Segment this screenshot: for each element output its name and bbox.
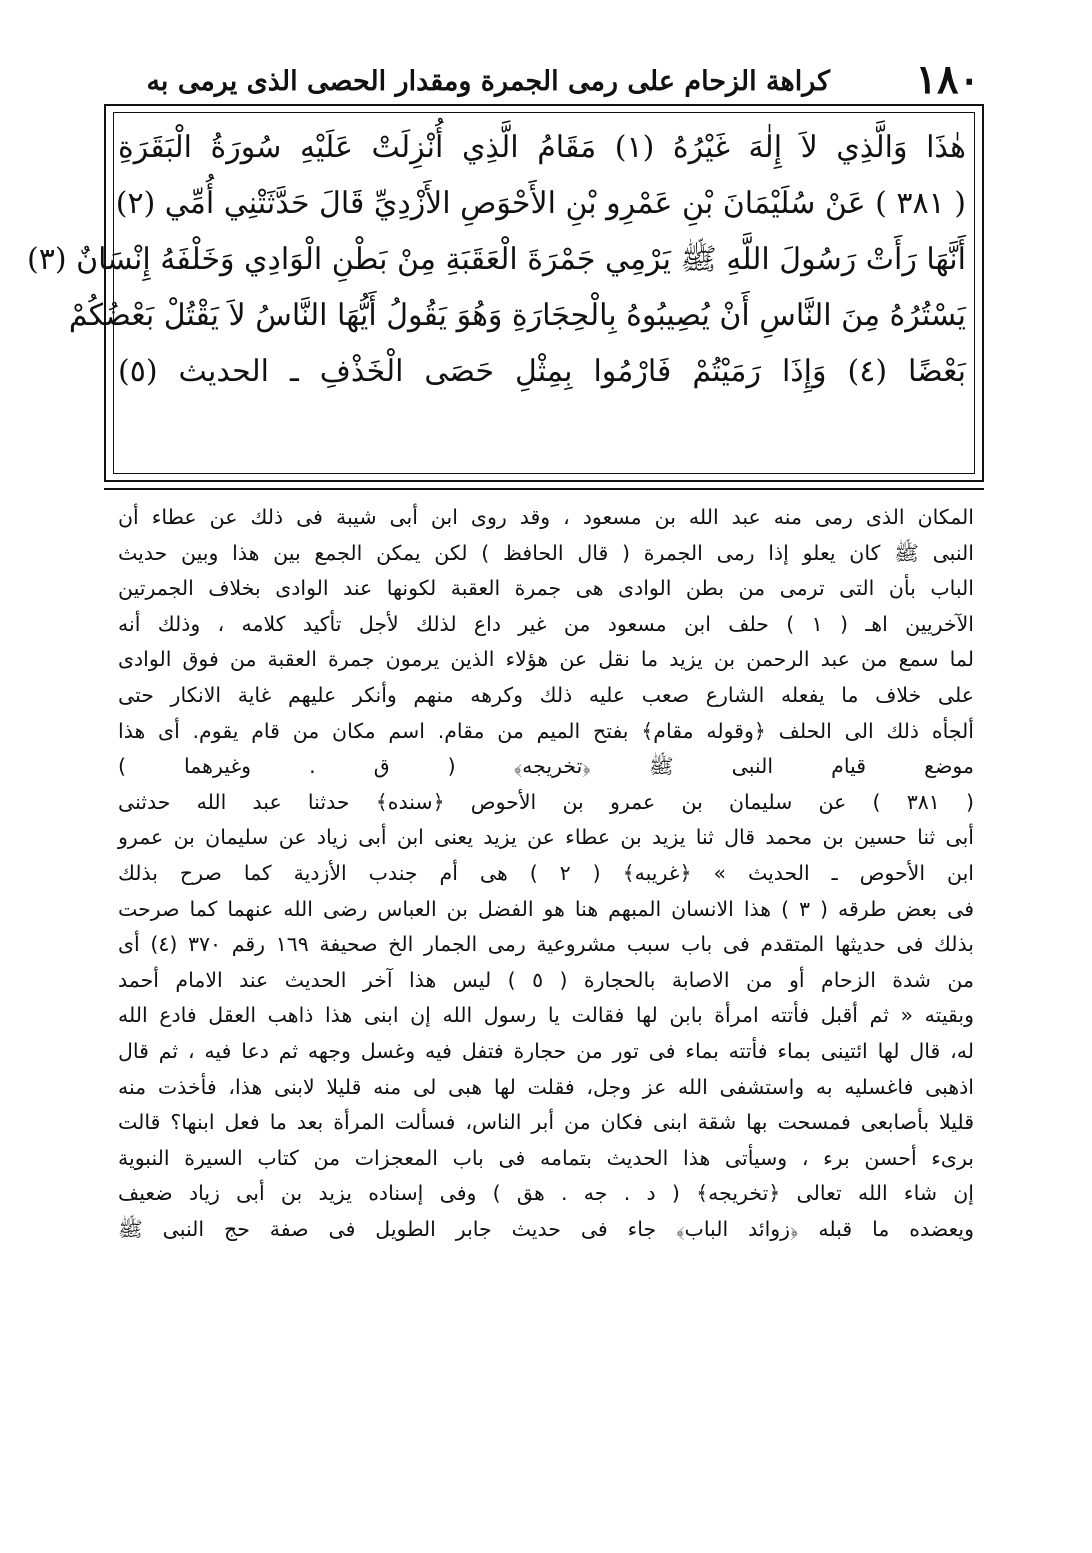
commentary-line: ألجأه ذلك الى الحلف ﴿وقوله مقام﴾ بفتح الميم من مقام. اسم مكان من قام يقوم. أى هذا — [118, 718, 974, 743]
commentary-line: قليلا بأصابعى فمسحت بها شقة ابنى فكان من أبر الناس، فسألت المرأة بعد ما فعل ابنها؟ قالت — [118, 1110, 974, 1135]
commentary-line: النبى ﷺ كان يعلو إذا رمى الجمرة ( قال الحافظ ) لكن يمكن الجمع بين هذا وبين حديث — [118, 540, 974, 565]
page-header — [100, 52, 980, 102]
commentary-line: ابن الأحوص ـ الحديث » ﴿غريبه﴾ ( ٢ ) هى أم جندب الأزدية كما صرح بذلك — [118, 860, 974, 885]
commentary-line: له، قال لها ائتينى بماء فأتته بماء فى تور من حجارة فتفل فيه وغسل وجهه ثم دعا فيه ، ثم قال — [118, 1038, 974, 1063]
commentary-line: من شدة الزحام أو من الاصابة بالحجارة ( ٥ ) ليس هذا آخر الحديث عند الامام أحمد — [118, 967, 974, 992]
page-number: ١٨٠ — [915, 56, 980, 103]
commentary-line: لما سمع من عبد الرحمن بن يزيد ما نقل عن هؤلاء الذين يرمون جمرة العقبة من فوق الوادى — [118, 647, 974, 672]
commentary-line: على خلاف ما يفعله الشارع صعب عليه ذلك وكرهه منهم وأنكر عليهم غاية الانكار حتى — [118, 682, 974, 707]
commentary-line: وبقيته « ثم أقبل فأتته امرأة بابن لها فقالت يا رسول الله إن ابنى هذا ذاهب العقل فادع الله — [118, 1003, 974, 1028]
hadith-line: بَعْضًا (٤) وَإِذَا رَمَيْتُمْ فَارْمُوا بِمِثْلِ حَصَى الْخَذْفِ ـ الحديث (٥) — [118, 354, 966, 389]
commentary-line: برىء أحسن برء ، وسيأتى هذا الحديث بتمامه فى باب المعجزات من كتاب السيرة النبوية — [118, 1145, 974, 1170]
commentary-text — [118, 500, 974, 1247]
commentary-line: المكان الذى رمى منه عبد الله بن مسعود ، وقد روى ابن أبى شيبة فى ذلك عن عطاء أن — [118, 505, 974, 529]
running-title: كراهة الزحام على رمى الجمرة ومقدار الحصى الذى يرمى به — [146, 66, 830, 97]
section-divider — [104, 488, 984, 490]
hadith-text — [27, 120, 966, 400]
hadith-line: ( ٣٨١ ) عَنْ سُلَيْمَانَ بْنِ عَمْرِو بْنِ الأَحْوَصِ الأَزْدِيِّ قَالَ حَدَّثَتْنِي أُمِّي (٢) — [115, 186, 966, 221]
commentary-line: فى بعض طرقه ( ٣ ) هذا الانسان المبهم هنا هو الفضل بن العباس رضى الله عنهما كما صرحت — [118, 896, 974, 921]
hadith-line: أَنَّهَا رَأَتْ رَسُولَ اللَّهِ ﷺ يَرْمِي جَمْرَةَ الْعَقَبَةِ مِنْ بَطْنِ الْوَادِي وَخَلْفَهُ إِنْسَانٌ (٣) — [27, 242, 966, 277]
commentary-line: الآخريين اهـ ( ١ ) حلف ابن مسعود من غير داع لذلك لأجل تأكيد كلامه ، وذلك أنه — [118, 611, 975, 636]
commentary-line: ( ٣٨١ ) عن سليمان بن عمرو بن الأحوص ﴿سنده﴾ حدثنا عبد الله حدثنى — [118, 789, 975, 814]
hadith-line: يَسْتُرُهُ مِنَ النَّاسِ أَنْ يُصِيبُوهُ بِالْحِجَارَةِ وَهُوَ يَقُولُ أَيُّهَا النَّاسُ لاَ يَقْتُلْ بَعْضُكُمْ — [68, 298, 966, 333]
commentary-line: أبى ثنا حسين بن محمد قال ثنا يزيد بن عطاء عن يزيد يعنى ابن أبى زياد عن سليمان بن عمرو — [118, 825, 974, 850]
hadith-line: هٰذَا وَالَّذِي لاَ إِلٰهَ غَيْرُهُ (١) مَقَامُ الَّذِي أُنْزِلَتْ عَلَيْهِ سُورَةُ الْبَقَرَةِ — [118, 130, 966, 165]
commentary-line: اذهبى فاغسليه به واستشفى الله عز وجل، فقلت لها هبى لى منه قليلا لابنى هذا، فأخذت منه — [118, 1074, 974, 1099]
commentary-line: الباب بأن التى ترمى من بطن الوادى هى جمرة العقبة لكونها عند الوادى بخلاف الجمرتين — [118, 576, 974, 601]
commentary-line: ويعضده ما قبله ﴿زوائد الباب﴾ جاء فى حديث جابر الطويل فى صفة حج النبى ﷺ — [118, 1216, 974, 1241]
commentary-line: موضع قيام النبى ﷺ ﴿تخريجه﴾ ( ق . وغيرهما ) — [118, 754, 974, 779]
commentary-line: بذلك فى حديثها المتقدم فى باب سبب مشروعية رمى الجمار الخ صحيفة ١٦٩ رقم ٣٧٠ (٤) أى — [118, 932, 974, 957]
commentary-line: إن شاء الله تعالى ﴿تخريجه﴾ ( د . جه . هق ) وفى إسناده يزيد بن أبى زياد ضعيف — [118, 1181, 974, 1206]
